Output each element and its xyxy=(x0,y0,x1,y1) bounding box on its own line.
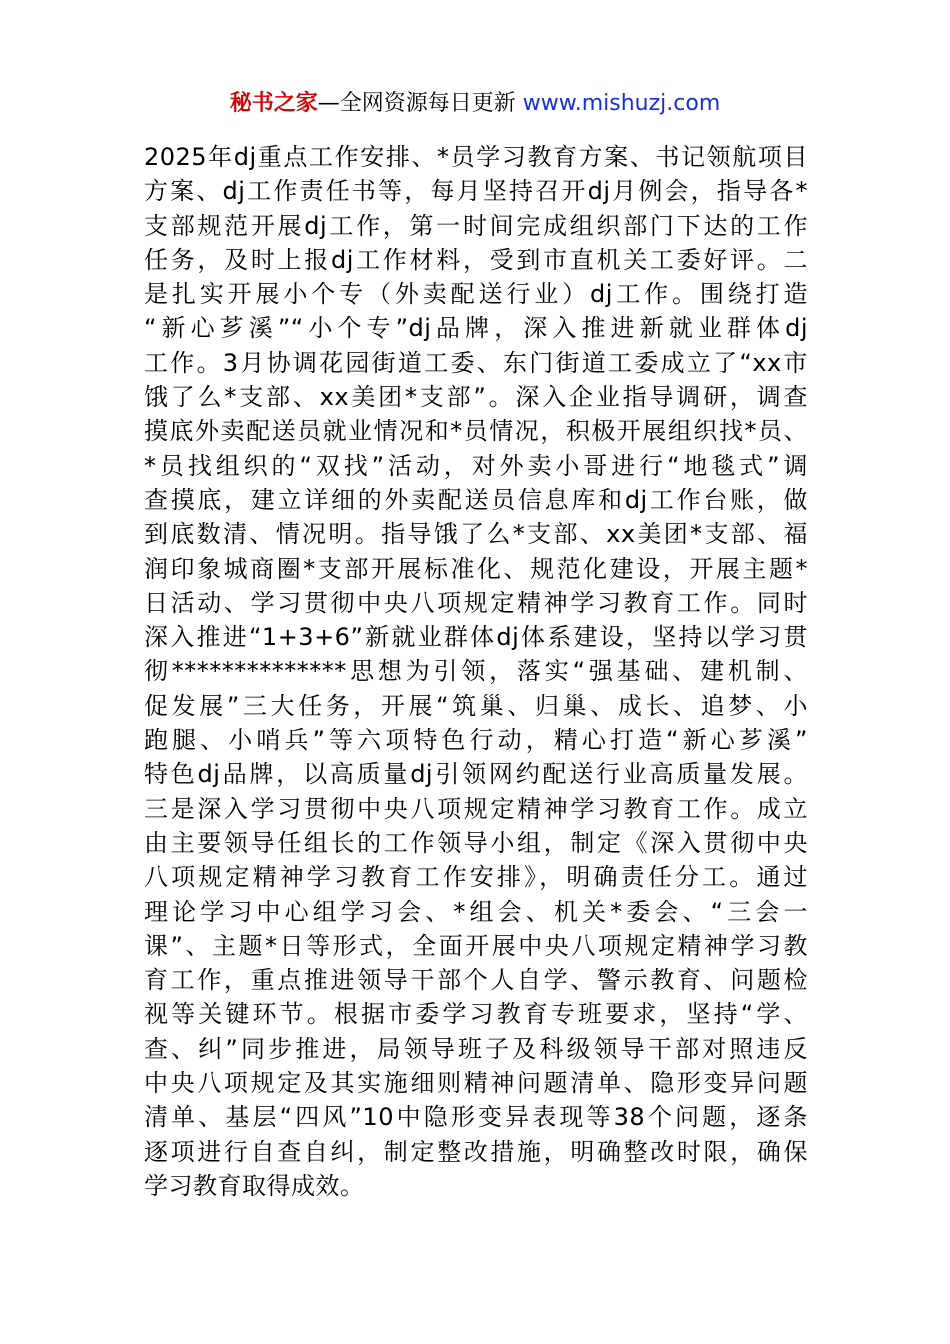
text-line: 促发展”三大任务，开展“筑巢、归巢、成长、追梦、小 xyxy=(144,691,808,720)
text-line: 2025年dj重点工作安排、*员学习教育方案、书记领航项目 xyxy=(144,143,808,171)
text-line: 深入推进“1+3+6”新就业群体dj体系建设，坚持以学习贯 xyxy=(144,623,808,652)
text-line: 八项规定精神学习教育工作安排》，明确责任分工。通过 xyxy=(144,863,808,892)
text-line: 育工作，重点推进领导干部个人自学、警示教育、问题检 xyxy=(144,966,808,995)
text-line: 到底数清、情况明。指导饿了么*支部、xx美团*支部、福 xyxy=(144,520,808,549)
text-line: 由主要领导任组长的工作领导小组，制定《深入贯彻中央 xyxy=(144,828,808,857)
text-line: 彻**************思想为引领，落实“强基础、建机制、 xyxy=(144,657,808,686)
text-line: 是扎实开展小个专（外卖配送行业）dj工作。围绕打造 xyxy=(144,280,808,309)
text-line: 清单、基层“四风”10中隐形变异表现等38个问题，逐条 xyxy=(144,1103,808,1132)
text-line: 学习教育取得成效。 xyxy=(144,1171,365,1200)
body-paragraph xyxy=(144,140,808,1203)
text-line: 三是深入学习贯彻中央八项规定精神学习教育工作。成立 xyxy=(144,794,808,823)
header-slogan: —全网资源每日更新 xyxy=(317,91,523,116)
text-line: 查、纠”同步推进，局领导班子及科级领导干部对照违反 xyxy=(144,1034,808,1063)
text-line: 日活动、学习贯彻中央八项规定精神学习教育工作。同时 xyxy=(144,588,808,617)
site-url-link[interactable]: www.mishuzj.com xyxy=(522,91,721,116)
text-line: 特色dj品牌，以高质量dj引领网约配送行业高质量发展。 xyxy=(144,760,808,789)
text-line: 摸底外卖配送员就业情况和*员情况，积极开展组织找*员、 xyxy=(144,417,808,446)
text-line: 工作。3月协调花园街道工委、东门街道工委成立了“xx市 xyxy=(144,348,808,377)
text-line: 课”、主题*日等形式，全面开展中央八项规定精神学习教 xyxy=(144,931,808,960)
text-line: 润印象城商圈*支部开展标准化、规范化建设，开展主题* xyxy=(144,554,808,583)
text-line: 视等关键环节。根据市委学习教育专班要求，坚持“学、 xyxy=(144,1000,808,1029)
text-line: 中央八项规定及其实施细则精神问题清单、隐形变异问题 xyxy=(144,1069,808,1098)
text-line: 逐项进行自查自纠，制定整改措施，明确整改时限，确保 xyxy=(144,1137,808,1166)
text-line: 查摸底，建立详细的外卖配送员信息库和dj工作台账，做 xyxy=(144,485,808,514)
text-line: 任务，及时上报dj工作材料，受到市直机关工委好评。二 xyxy=(144,245,808,274)
text-line: 理论学习中心组学习会、*组会、机关*委会、“三会一 xyxy=(144,897,808,926)
text-line: *员找组织的“双找”活动，对外卖小哥进行“地毯式”调 xyxy=(144,451,808,480)
text-line: 支部规范开展dj工作，第一时间完成组织部门下达的工作 xyxy=(144,211,808,240)
text-line: 饿了么*支部、xx美团*支部”。深入企业指导调研，调查 xyxy=(144,383,808,412)
text-line: “新心芗溪”“小个专”dj品牌，深入推进新就业群体dj xyxy=(144,314,808,343)
text-line: 方案、dj工作责任书等，每月坚持召开dj月例会，指导各* xyxy=(144,177,808,206)
site-header xyxy=(0,88,950,120)
brand-name: 秘书之家 xyxy=(229,91,318,116)
text-line: 跑腿、小哨兵”等六项特色行动，精心打造“新心芗溪” xyxy=(144,726,808,755)
